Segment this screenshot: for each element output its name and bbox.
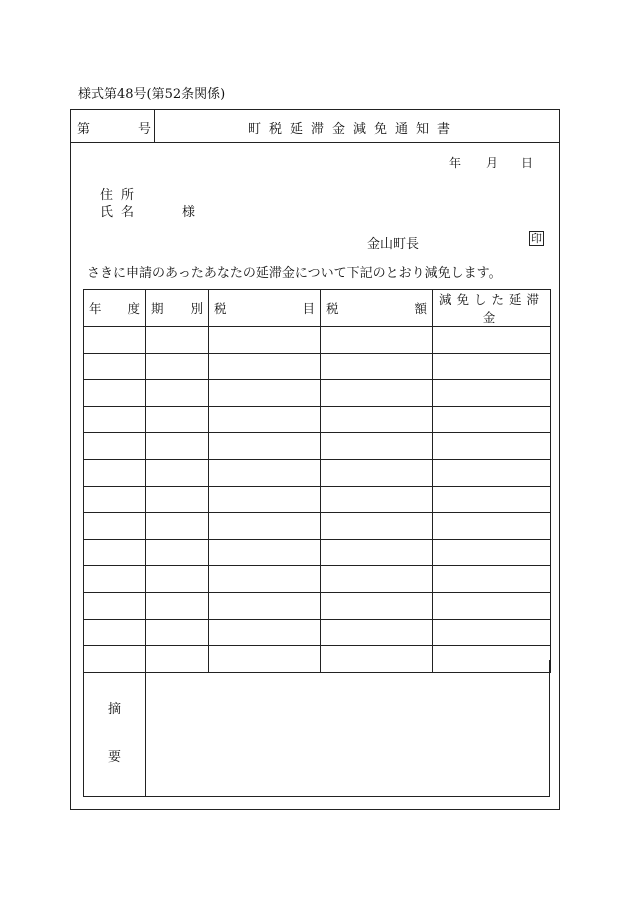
tax-table (83, 289, 551, 673)
cell-reduced-late-fee (433, 592, 551, 619)
issuer-title: 金山町長 (367, 237, 420, 252)
cell-tax-item (209, 539, 321, 566)
cell-fiscal-year (84, 433, 146, 460)
table-row (84, 380, 551, 407)
cell-fiscal-year (84, 459, 146, 486)
cell-tax-amount (321, 459, 433, 486)
remarks-label-2: 要 (108, 750, 122, 765)
table-row (84, 433, 551, 460)
cell-tax-amount (321, 513, 433, 540)
seal-mark: 印 (531, 232, 542, 245)
col-period: 期 別 (146, 290, 209, 327)
cell-fiscal-year (84, 619, 146, 646)
cell-tax-amount (321, 592, 433, 619)
notice-text: さきに申請のあったあなたの延滞金について下記のとおり減免します。 (87, 266, 502, 281)
cell-tax-amount (321, 406, 433, 433)
cell-period (146, 380, 209, 407)
cell-tax-item (209, 486, 321, 513)
table-row (84, 513, 551, 540)
cell-tax-item (209, 592, 321, 619)
cell-fiscal-year (84, 406, 146, 433)
cell-tax-item (209, 406, 321, 433)
cell-tax-amount (321, 619, 433, 646)
cell-fiscal-year (84, 380, 146, 407)
cell-period (146, 619, 209, 646)
cell-reduced-late-fee (433, 513, 551, 540)
cell-tax-item (209, 566, 321, 593)
cell-period (146, 406, 209, 433)
cell-period (146, 327, 209, 354)
cell-tax-item (209, 327, 321, 354)
cell-tax-item (209, 433, 321, 460)
cell-tax-amount (321, 433, 433, 460)
col-tax-amount: 税 額 (321, 290, 433, 327)
cell-reduced-late-fee (433, 327, 551, 354)
table-row (84, 327, 551, 354)
document-number-suffix: 号 (138, 122, 152, 137)
remarks-divider (145, 660, 146, 797)
col-reduced-late-fee: 減免した延滞金 (433, 290, 551, 327)
cell-reduced-late-fee (433, 619, 551, 646)
date-day-label: 日 (521, 156, 534, 170)
document-number-prefix: 第 (77, 122, 91, 137)
header-divider (154, 109, 155, 143)
cell-period (146, 592, 209, 619)
cell-reduced-late-fee (433, 353, 551, 380)
cell-tax-item (209, 353, 321, 380)
cell-reduced-late-fee (433, 380, 551, 407)
cell-fiscal-year (84, 592, 146, 619)
cell-period (146, 566, 209, 593)
cell-tax-item (209, 619, 321, 646)
cell-tax-amount (321, 353, 433, 380)
remarks-label-1: 摘 (108, 702, 122, 717)
form-number-label: 様式第48号(第52条関係) (78, 87, 226, 102)
date-year-label: 年 (449, 156, 462, 170)
date-month-label: 月 (486, 156, 499, 170)
cell-period (146, 486, 209, 513)
table-row (84, 592, 551, 619)
cell-fiscal-year (84, 539, 146, 566)
cell-reduced-late-fee (433, 433, 551, 460)
cell-fiscal-year (84, 353, 146, 380)
cell-fiscal-year (84, 486, 146, 513)
cell-reduced-late-fee (433, 406, 551, 433)
col-tax-item: 税 目 (209, 290, 321, 327)
cell-tax-amount (321, 380, 433, 407)
cell-fiscal-year (84, 327, 146, 354)
cell-tax-item (209, 380, 321, 407)
table-row (84, 486, 551, 513)
cell-fiscal-year (84, 513, 146, 540)
cell-fiscal-year (84, 566, 146, 593)
cell-period (146, 433, 209, 460)
cell-tax-amount (321, 327, 433, 354)
table-row (84, 353, 551, 380)
cell-tax-amount (321, 539, 433, 566)
cell-tax-item (209, 459, 321, 486)
table-row (84, 459, 551, 486)
document-title: 町税延滞金減免通知書 (248, 122, 459, 137)
table-row (84, 619, 551, 646)
col-fiscal-year: 年 度 (84, 290, 146, 327)
cell-reduced-late-fee (433, 539, 551, 566)
cell-reduced-late-fee (433, 486, 551, 513)
cell-period (146, 539, 209, 566)
cell-tax-item (209, 513, 321, 540)
honorific: 様 (182, 205, 196, 220)
cell-reduced-late-fee (433, 459, 551, 486)
cell-tax-amount (321, 486, 433, 513)
table-row (84, 539, 551, 566)
table-row (84, 406, 551, 433)
cell-period (146, 353, 209, 380)
cell-tax-amount (321, 566, 433, 593)
table-header-row (84, 290, 551, 327)
table-row (84, 566, 551, 593)
name-label: 氏名 (100, 205, 143, 220)
cell-period (146, 513, 209, 540)
address-label: 住所 (100, 188, 143, 203)
cell-period (146, 459, 209, 486)
cell-reduced-late-fee (433, 566, 551, 593)
remarks-box (83, 660, 550, 797)
